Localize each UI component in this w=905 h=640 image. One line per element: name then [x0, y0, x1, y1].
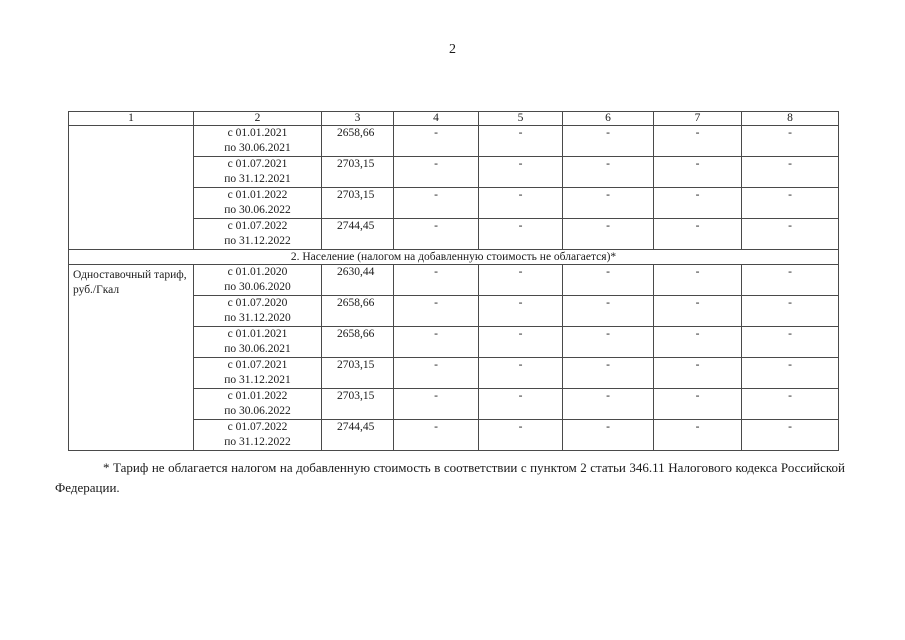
empty-cell-dash: - [563, 126, 654, 157]
period-to: по 30.06.2020 [224, 281, 291, 293]
period-from: с 01.07.2021 [227, 359, 288, 371]
column-header: 8 [742, 112, 839, 126]
column-header: 3 [322, 112, 394, 126]
empty-cell-dash: - [479, 296, 563, 327]
footnote: * Тариф не облагается налогом на добавленную стоимость в соответствии с пунктом 2 статьи 346.11 Налогового кодекса Российской Федерации. [55, 460, 845, 495]
period-to: по 31.12.2020 [224, 312, 291, 324]
period-to: по 30.06.2021 [224, 142, 291, 154]
section-title: 2. Население (налогом на добавленную стоимость не облагается)* [69, 250, 839, 265]
empty-cell-dash: - [742, 219, 839, 250]
period-cell [194, 188, 322, 219]
empty-cell-dash: - [394, 327, 479, 358]
section-header-row [69, 250, 839, 265]
period-from: с 01.07.2022 [227, 421, 288, 433]
period-from: с 01.07.2020 [227, 297, 288, 309]
empty-cell-dash: - [742, 188, 839, 219]
tariff-value: 2703,15 [322, 157, 394, 188]
empty-cell-dash: - [394, 358, 479, 389]
column-header: 2 [194, 112, 322, 126]
empty-cell-dash: - [394, 420, 479, 451]
empty-cell-dash: - [742, 420, 839, 451]
empty-cell-dash: - [742, 296, 839, 327]
period-cell [194, 389, 322, 420]
period-to: по 30.06.2022 [224, 405, 291, 417]
period-cell [194, 327, 322, 358]
empty-cell-dash: - [563, 157, 654, 188]
empty-cell-dash: - [394, 296, 479, 327]
empty-cell-dash: - [654, 389, 742, 420]
table-row [69, 126, 839, 157]
period-to: по 31.12.2021 [224, 374, 291, 386]
period-from: с 01.01.2021 [227, 328, 288, 340]
period-cell [194, 265, 322, 296]
period-to: по 31.12.2022 [224, 436, 291, 448]
tariff-value: 2658,66 [322, 296, 394, 327]
empty-cell-dash: - [654, 126, 742, 157]
empty-cell-dash: - [479, 389, 563, 420]
empty-cell-dash: - [742, 358, 839, 389]
period-cell [194, 358, 322, 389]
empty-cell-dash: - [479, 157, 563, 188]
period-from: с 01.01.2022 [227, 189, 288, 201]
empty-cell-dash: - [654, 219, 742, 250]
empty-cell-dash: - [394, 157, 479, 188]
period-cell [194, 219, 322, 250]
period-from: с 01.01.2020 [227, 266, 288, 278]
period-from: с 01.07.2021 [227, 158, 288, 170]
tariff-value: 2630,44 [322, 265, 394, 296]
period-to: по 31.12.2021 [224, 173, 291, 185]
empty-cell-dash: - [742, 157, 839, 188]
period-to: по 30.06.2021 [224, 343, 291, 355]
period-from: с 01.01.2021 [227, 127, 288, 139]
empty-cell-dash: - [563, 327, 654, 358]
column-header: 1 [69, 112, 194, 126]
tariff-name: Одноставочный тариф, руб./Гкал [69, 265, 194, 451]
empty-cell-dash: - [563, 219, 654, 250]
empty-cell-dash: - [479, 188, 563, 219]
period-to: по 30.06.2022 [224, 204, 291, 216]
period-to: по 31.12.2022 [224, 235, 291, 247]
empty-cell-dash: - [394, 219, 479, 250]
empty-cell-dash: - [479, 420, 563, 451]
column-header: 4 [394, 112, 479, 126]
tariff-value: 2658,66 [322, 327, 394, 358]
tariff-value: 2703,15 [322, 188, 394, 219]
table-row [69, 265, 839, 296]
empty-cell-dash: - [479, 265, 563, 296]
tariff-value: 2658,66 [322, 126, 394, 157]
period-cell [194, 126, 322, 157]
empty-cell-dash: - [742, 327, 839, 358]
empty-cell-dash: - [563, 358, 654, 389]
empty-cell-dash: - [654, 265, 742, 296]
empty-cell-dash: - [654, 358, 742, 389]
empty-cell-dash: - [654, 327, 742, 358]
page-number: 2 [449, 42, 456, 57]
empty-cell-dash: - [563, 265, 654, 296]
period-from: с 01.07.2022 [227, 220, 288, 232]
empty-cell-dash: - [742, 389, 839, 420]
empty-cell-dash: - [563, 188, 654, 219]
empty-cell-dash: - [479, 327, 563, 358]
tariff-value: 2744,45 [322, 420, 394, 451]
empty-cell-dash: - [479, 358, 563, 389]
empty-cell-dash: - [654, 157, 742, 188]
empty-cell-dash: - [654, 296, 742, 327]
empty-cell-dash: - [394, 389, 479, 420]
tariff-table [68, 111, 839, 451]
name-cell-continued [69, 126, 194, 250]
empty-cell-dash: - [742, 265, 839, 296]
empty-cell-dash: - [394, 265, 479, 296]
column-header: 5 [479, 112, 563, 126]
empty-cell-dash: - [742, 126, 839, 157]
empty-cell-dash: - [394, 188, 479, 219]
header-row [69, 112, 839, 126]
empty-cell-dash: - [479, 126, 563, 157]
tariff-value: 2744,45 [322, 219, 394, 250]
empty-cell-dash: - [654, 420, 742, 451]
tariff-value: 2703,15 [322, 358, 394, 389]
tariff-value: 2703,15 [322, 389, 394, 420]
period-cell [194, 420, 322, 451]
empty-cell-dash: - [563, 420, 654, 451]
column-header: 7 [654, 112, 742, 126]
empty-cell-dash: - [394, 126, 479, 157]
period-cell [194, 296, 322, 327]
empty-cell-dash: - [563, 389, 654, 420]
period-cell [194, 157, 322, 188]
table-body [69, 112, 839, 451]
period-from: с 01.01.2022 [227, 390, 288, 402]
empty-cell-dash: - [479, 219, 563, 250]
column-header: 6 [563, 112, 654, 126]
empty-cell-dash: - [654, 188, 742, 219]
empty-cell-dash: - [563, 296, 654, 327]
